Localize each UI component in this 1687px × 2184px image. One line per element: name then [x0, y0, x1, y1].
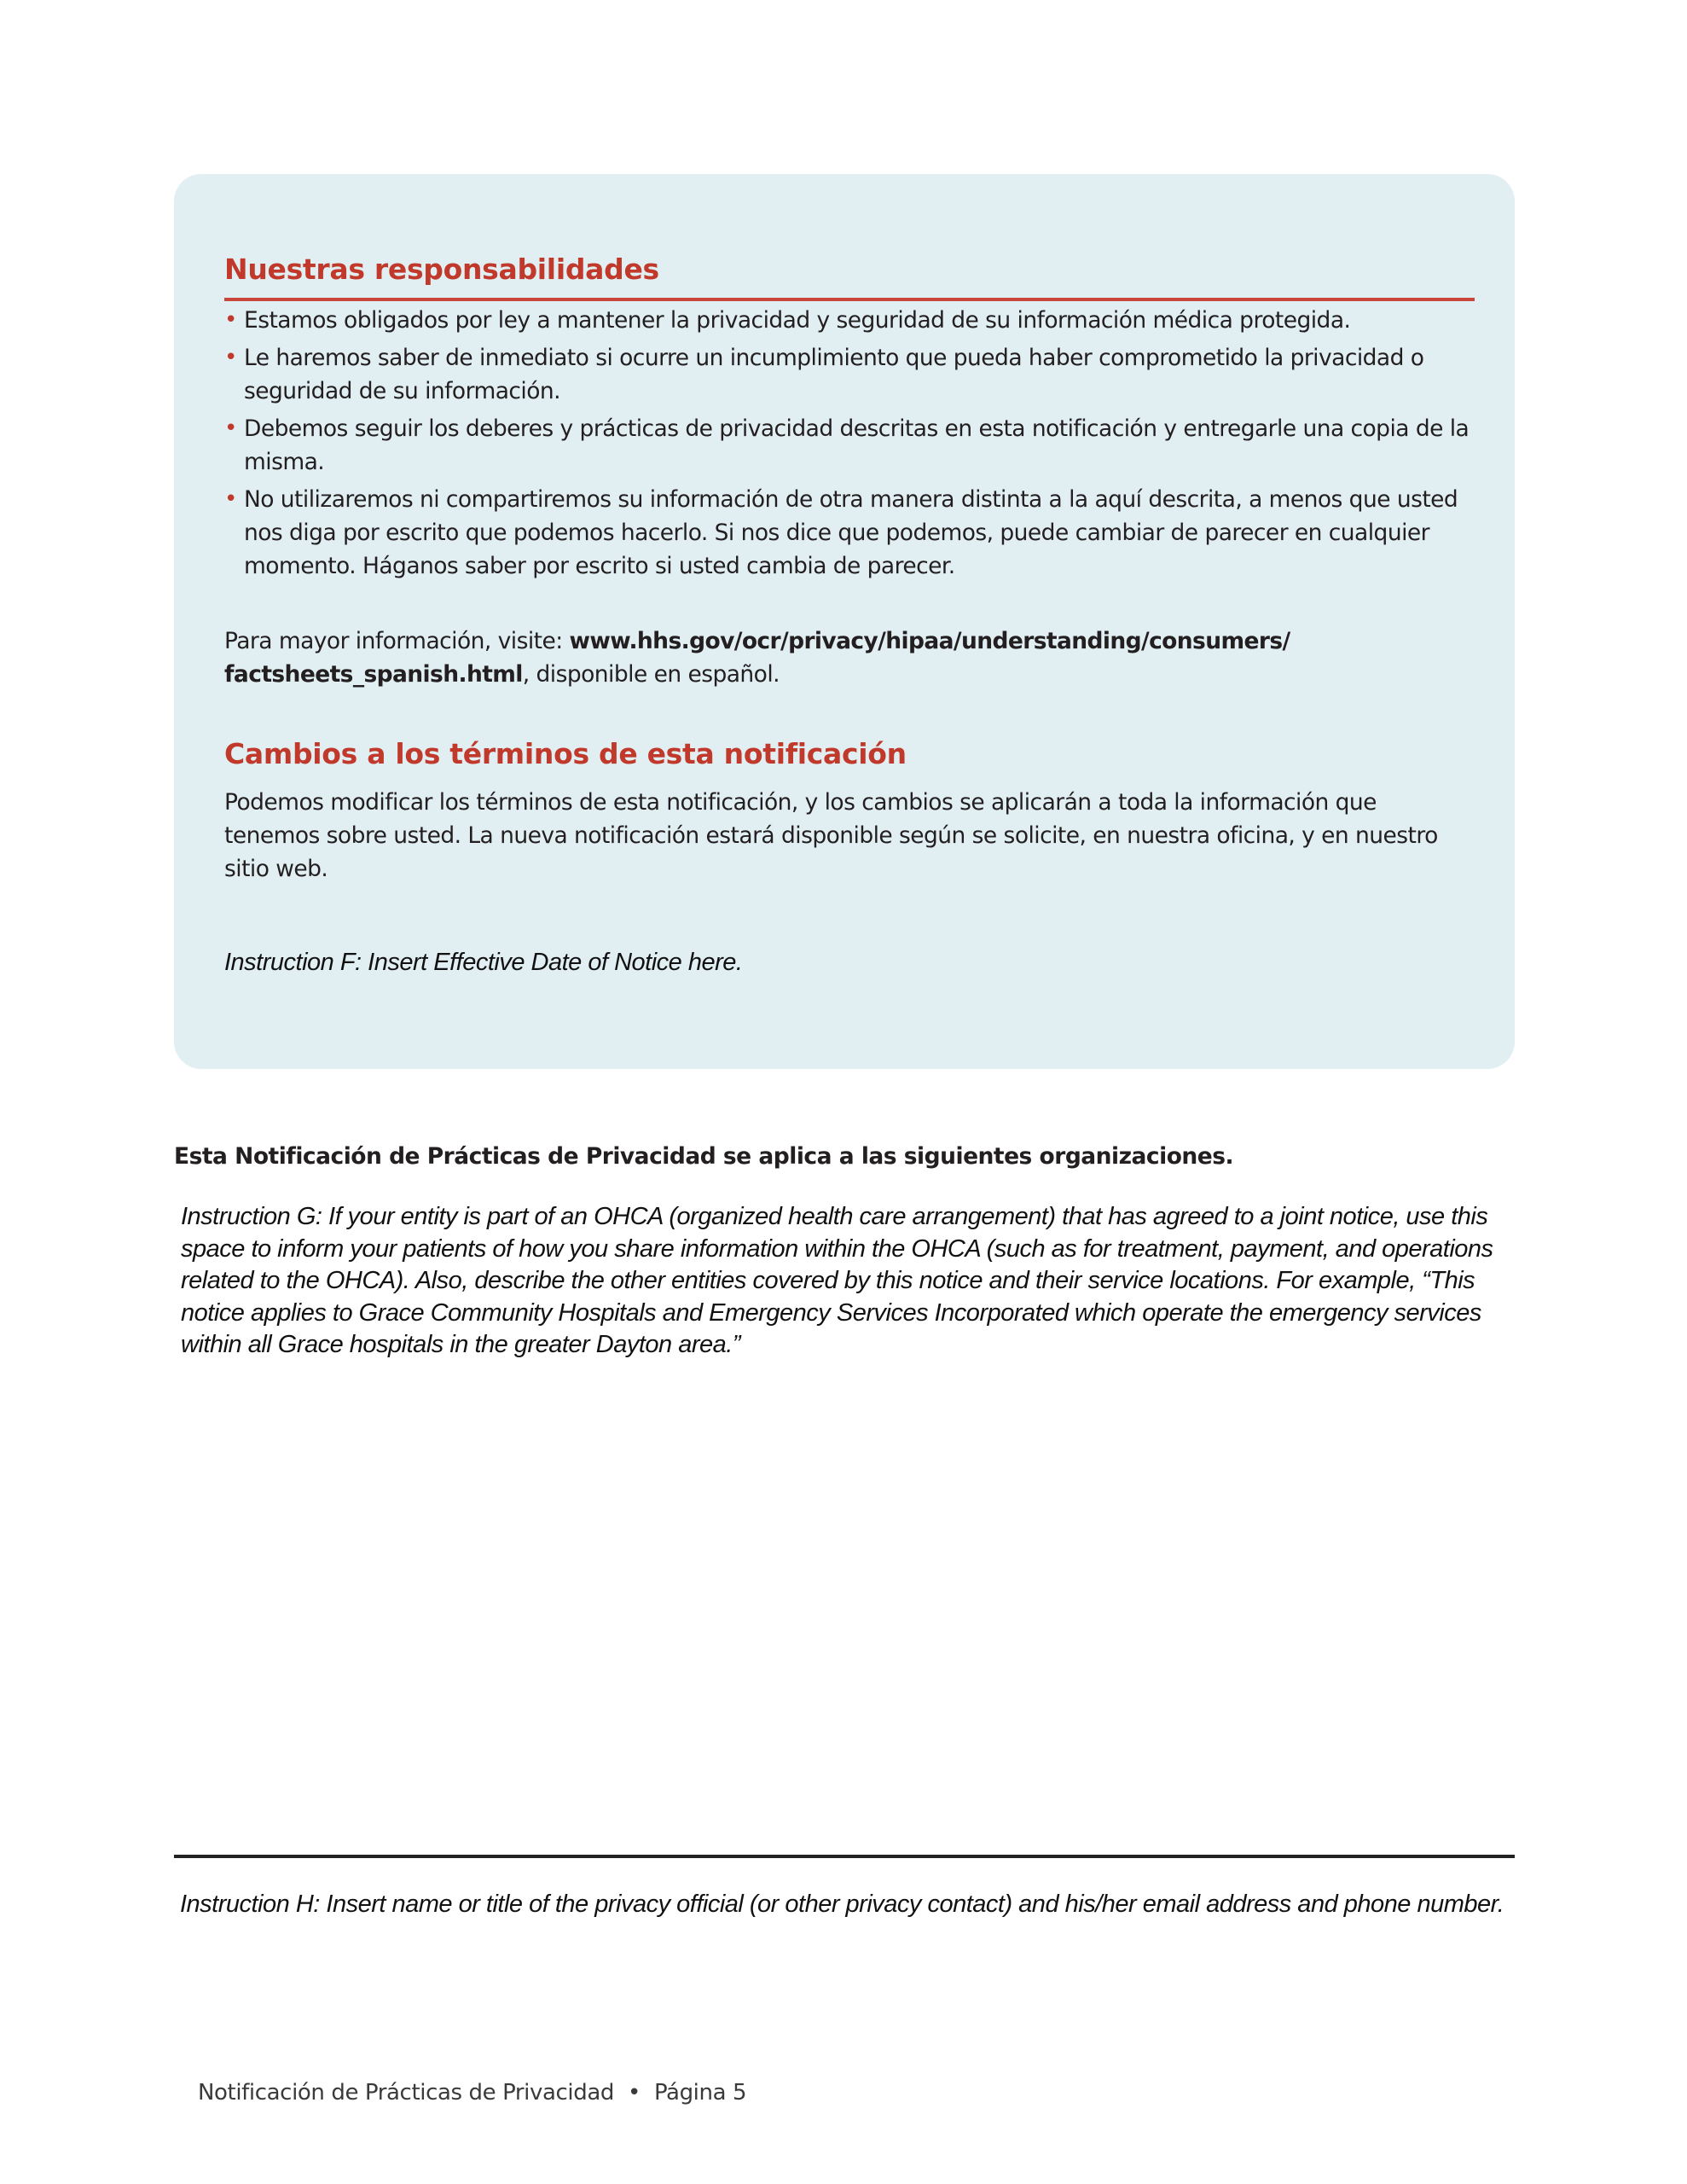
list-item: [224, 483, 1475, 583]
bullet-icon: •: [224, 486, 237, 512]
bullet-icon: •: [224, 415, 237, 441]
list-item-text: No utilizaremos ni compartiremos su información de otra manera distinta a la aquí descrita, a menos que usted nos diga por escrito que podemos hacerlo. Si nos dice que podemos, puede cambiar de parecer en cualquier momento. Háganos saber por escrito si usted cambia de parecer.: [244, 486, 1458, 579]
list-item-text: Le haremos saber de inmediato si ocurre un incumplimiento que pueda haber comprometido la privacidad o seguridad de su información.: [244, 345, 1424, 404]
more-info-suffix: , disponible en español.: [522, 661, 780, 688]
list-item: [224, 412, 1475, 479]
page-number: Página 5: [653, 2080, 747, 2106]
section-divider: [174, 1855, 1515, 1858]
list-item: [224, 304, 1475, 337]
list-item: [224, 341, 1475, 408]
hhs-link[interactable]: www.hhs.gov/ocr/privacy/hipaa/understanding/consumers/ factsheets_spanish.html: [224, 628, 1290, 688]
bullet-icon: •: [224, 345, 237, 370]
changes-heading: Cambios a los términos de esta notificación: [224, 737, 907, 770]
changes-body: Podemos modificar los términos de esta notificación, y los cambios se aplicarán a toda la información que tenemos sobre usted. La nueva notificación estará disponible según se solicite, en nuestra oficina, y en nuestro sitio web.: [224, 789, 1438, 882]
footer-separator: •: [628, 2080, 641, 2106]
instruction-g: Instruction G: If your entity is part of an OHCA (organized health care arrangement) that has agreed to a joint notice, use this space to inform your patients of how you share information within the OHCA (such as for treatment, payment, and operations related to the OHCA). Also, describe the other entities covered by this notice and their service locations. For example, “This notice applies to Grace Community Hospitals and Emergency Services Incorporated which operate the emergency services within all Grace hospitals in the greater Dayton area.”: [181, 1203, 1493, 1358]
responsibilities-heading: Nuestras responsabilidades: [224, 253, 659, 286]
responsibilities-list: [224, 304, 1475, 587]
heading-divider: [224, 298, 1475, 301]
instruction-h: Instruction H: Insert name or title of the privacy official (or other privacy contact) and his/her email address and phone number.: [180, 1891, 1504, 1918]
page-footer: [198, 2080, 746, 2106]
info-panel: [174, 174, 1515, 1069]
organizations-heading: Esta Notificación de Prácticas de Privacidad se aplica a las siguientes organizaciones.: [174, 1143, 1234, 1170]
bullet-icon: •: [224, 307, 237, 333]
list-item-text: Debemos seguir los deberes y prácticas de privacidad descritas en esta notificación y entregarle una copia de la misma.: [244, 415, 1470, 475]
instruction-f: Instruction F: Insert Effective Date of Notice here.: [224, 949, 743, 976]
footer-title: Notificación de Prácticas de Privacidad: [198, 2080, 614, 2106]
list-item-text: Estamos obligados por ley a mantener la privacidad y seguridad de su información médica protegida.: [244, 307, 1351, 334]
more-info-prefix: Para mayor información, visite:: [224, 628, 570, 654]
more-info-paragraph: [224, 624, 1475, 691]
